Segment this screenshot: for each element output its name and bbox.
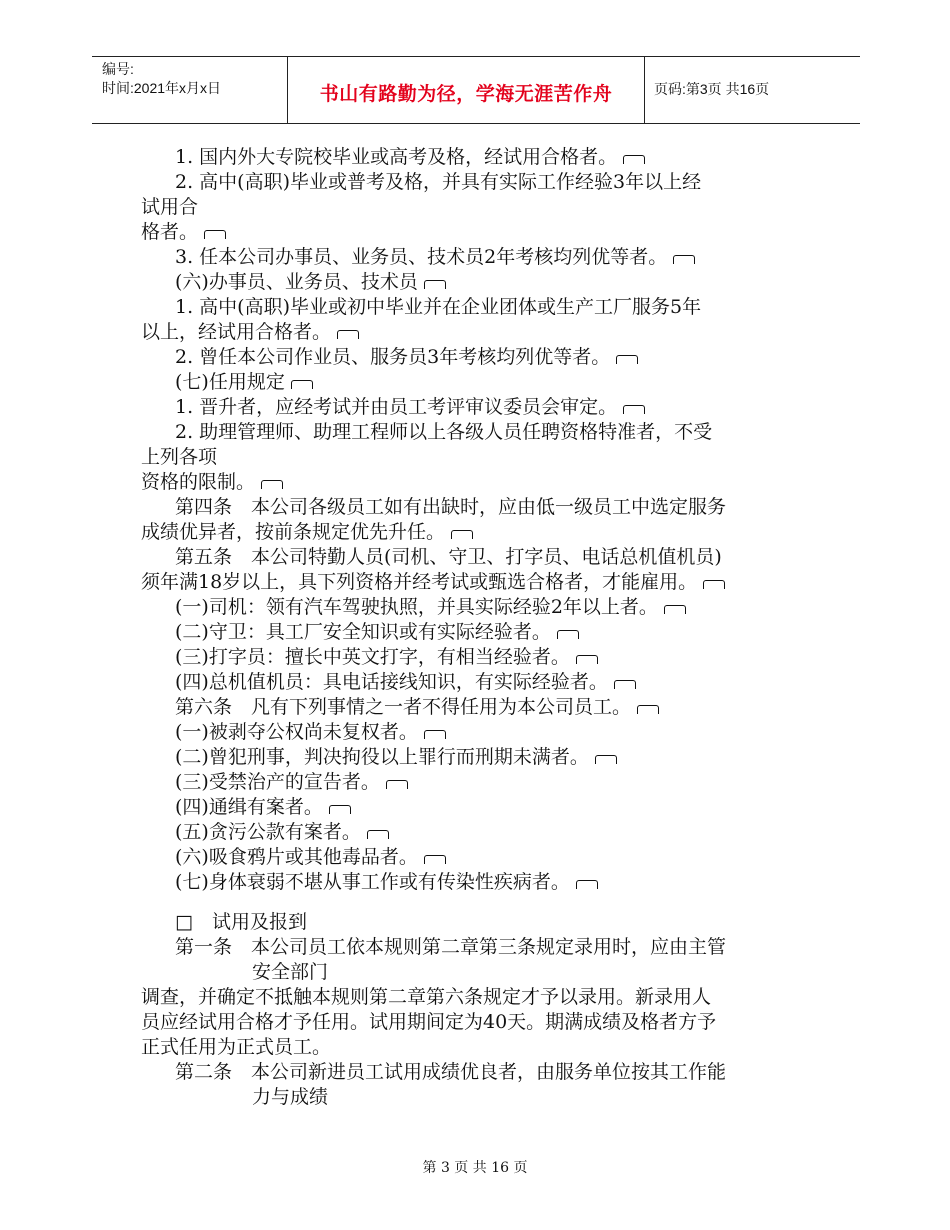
paragraph-mark-icon	[424, 280, 446, 289]
paragraph-mark-icon	[204, 230, 226, 239]
section-spacer	[141, 895, 816, 910]
header-motto-cell	[287, 57, 645, 123]
article-line: 第一条 本公司员工依本规则第二章第三条规定录用时，应由主管	[175, 936, 727, 958]
paragraph-line: 以上，经试用合格者。	[141, 320, 816, 345]
paragraph-mark-icon	[614, 680, 636, 689]
paragraph-mark-icon	[451, 530, 473, 539]
paragraph-line: (三)受禁治产的宣告者。	[141, 770, 816, 795]
paragraph-line: (七)任用规定	[141, 370, 816, 395]
paragraph-mark-icon	[637, 705, 659, 714]
paragraph-mark-icon	[664, 605, 686, 614]
paragraph-mark-icon	[623, 405, 645, 414]
paragraph-line: 第五条 本公司特勤人员(司机、守卫、打字员、电话总机值机员)	[175, 546, 722, 568]
article-line: 第二条 本公司新进员工试用成绩优良者，由服务单位按其工作能	[175, 1061, 727, 1083]
paragraph-line: (五)贪污公款有案者。	[141, 820, 816, 845]
paragraph-line: 第六条 凡有下列事情之一者不得任用为本公司员工。	[141, 695, 816, 720]
article-line: 力与成绩	[252, 1086, 329, 1108]
motto-text: 书山有路勤为径，学海无涯苦作舟	[319, 83, 613, 105]
paragraph-line: 试用合	[141, 196, 199, 218]
paragraph-line: 2. 高中(高职)毕业或普考及格，并具有实际工作经验3年以上经	[175, 171, 702, 193]
document-body	[141, 145, 816, 1110]
paragraph-line: 2. 助理管理师、助理工程师以上各级人员任聘资格特准者，不受	[175, 421, 713, 443]
article-line: 调查，并确定不抵触本规则第二章第六条规定才予以录用。新录用人	[141, 986, 712, 1008]
paragraph-line: (四)通缉有案者。	[141, 795, 816, 820]
article-line: 安全部门	[252, 961, 329, 983]
paragraph-line: 2. 曾任本公司作业员、服务员3年考核均列优等者。	[141, 345, 816, 370]
article-line: 正式任用为正式员工。	[141, 1036, 332, 1058]
paragraph-mark-icon	[703, 580, 725, 589]
document-time-label: 时间:2021年x月x日	[102, 80, 222, 96]
paragraph-line: 上列各项	[141, 446, 218, 468]
paragraph-line: 1. 国内外大专院校毕业或高考及格，经试用合格者。	[141, 145, 816, 170]
document-number-label: 编号:	[102, 61, 134, 77]
paragraph-mark-icon	[673, 255, 695, 264]
paragraph-line: 3. 任本公司办事员、业务员、技术员2年考核均列优等者。	[141, 245, 816, 270]
paragraph-line: (一)司机：领有汽车驾驶执照，并具实际经验2年以上者。	[141, 595, 816, 620]
paragraph-mark-icon	[291, 380, 313, 389]
paragraph-mark-icon	[261, 480, 283, 489]
paragraph-mark-icon	[576, 880, 598, 889]
paragraph-line: 须年满18岁以上，具下列资格并经考试或甄选合格者，才能雇用。	[141, 570, 816, 595]
header-page-cell	[644, 57, 860, 123]
paragraph-mark-icon	[595, 755, 617, 764]
paragraph-line: 资格的限制。	[141, 470, 816, 495]
paragraph-mark-icon	[623, 155, 645, 164]
paragraph-mark-icon	[329, 805, 351, 814]
paragraph-line: 1. 高中(高职)毕业或初中毕业并在企业团体或生产工厂服务5年	[175, 296, 702, 318]
paragraph-line: (一)被剥夺公权尚未复权者。	[141, 720, 816, 745]
paragraph-mark-icon	[557, 630, 579, 639]
header-meta-cell	[92, 57, 287, 123]
paragraph-line: 1. 晋升者，应经考试并由员工考评审议委员会审定。	[141, 395, 816, 420]
paragraph-line: (二)曾犯刑事，判决拘役以上罪行而刑期未满者。	[141, 745, 816, 770]
paragraph-line: (三)打字员：擅长中英文打字，有相当经验者。	[141, 645, 816, 670]
section-heading: □ 试用及报到	[175, 911, 307, 933]
paragraph-line: (四)总机值机员：具电话接线知识，有实际经验者。	[141, 670, 816, 695]
paragraph-mark-icon	[386, 780, 408, 789]
paragraph-mark-icon	[367, 830, 389, 839]
paragraph-line: 格者。	[141, 220, 816, 245]
page-header	[92, 56, 860, 124]
paragraph-line: 第四条 本公司各级员工如有出缺时，应由低一级员工中选定服务	[175, 496, 727, 518]
paragraph-line: (二)守卫：具工厂安全知识或有实际经验者。	[141, 620, 816, 645]
paragraph-mark-icon	[424, 730, 446, 739]
paragraph-line: (六)办事员、业务员、技术员	[141, 270, 816, 295]
paragraph-line: (六)吸食鸦片或其他毒品者。	[141, 845, 816, 870]
paragraph-mark-icon	[424, 855, 446, 864]
page-code-label: 页码:第3页 共16页	[654, 81, 770, 97]
paragraph-mark-icon	[616, 355, 638, 364]
paragraph-mark-icon	[576, 655, 598, 664]
page-footer: 第 3 页 共 16 页	[422, 1160, 528, 1176]
paragraph-line: 成绩优异者，按前条规定优先升任。	[141, 520, 816, 545]
article-line: 员应经试用合格才予任用。试用期间定为40天。期满成绩及格者方予	[141, 1011, 717, 1033]
paragraph-line: (七)身体衰弱不堪从事工作或有传染性疾病者。	[141, 870, 816, 895]
paragraph-mark-icon	[337, 330, 359, 339]
